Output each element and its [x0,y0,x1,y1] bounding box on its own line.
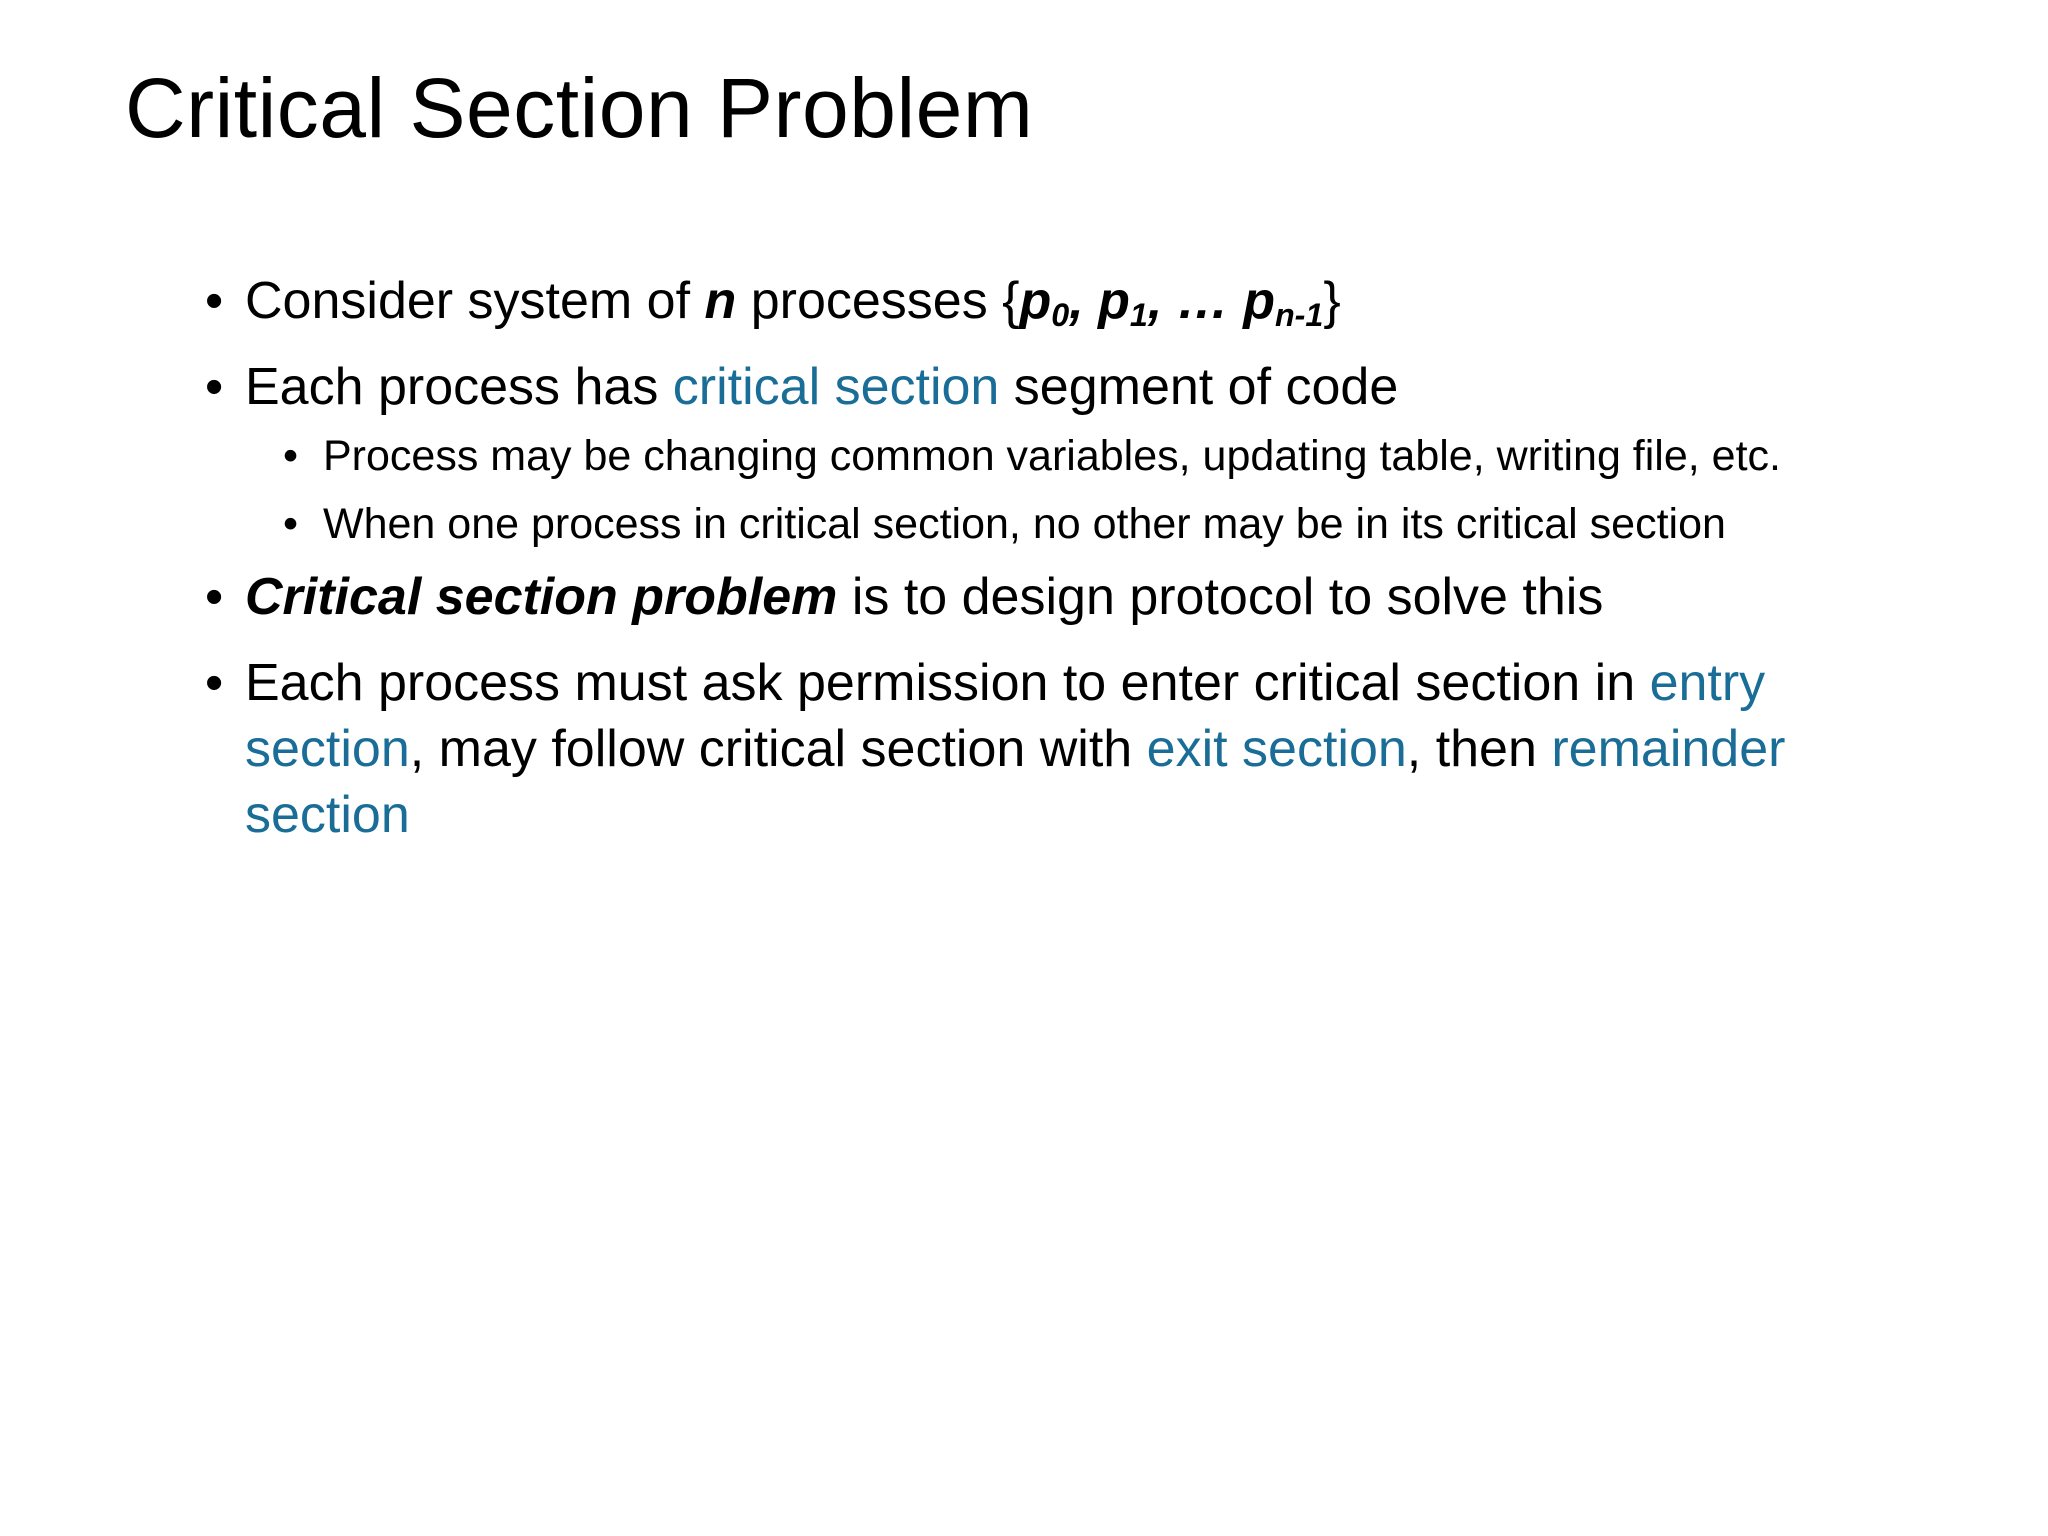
bullet-sections [205,650,1805,848]
sub-bullet-list [205,428,1805,552]
var-p1-base: p [1098,272,1130,330]
bullet-text: segment of code [999,358,1399,416]
bullet-critical-section [205,354,1805,420]
sub-bullet-item: • Process may be changing common variables, updating table, writing file, etc. [283,428,1793,484]
sub-bullet-item: • When one process in critical section, no other may be in its critical section [283,496,1793,552]
term-remainder-section: remainder section [245,720,1786,844]
bullet-text: Each process has [245,358,673,416]
var-pn-subscript: n-1 [1274,297,1324,334]
bullet-text: is to design protocol to solve this [837,568,1604,626]
separator: , [1069,272,1099,330]
var-n: n [704,272,737,330]
var-pn-base: p [1243,272,1275,330]
term-entry-section: entry section [245,654,1766,778]
term-critical-section-problem: Critical section problem [245,568,838,626]
var-p1 [1098,272,1244,334]
term-exit-section: exit section [1146,720,1407,778]
bullet-text: processes { [736,272,1020,330]
bullet-text: Consider system of [245,272,705,330]
separator: , … [1147,272,1244,330]
bullet-text: , then [1406,720,1552,778]
var-p1-subscript: 1 [1129,297,1148,334]
slide-content [205,268,1805,868]
bullet-problem-definition [205,564,1805,630]
bullet-text: , may follow critical section with [409,720,1147,778]
bullet-text: } [1323,272,1341,330]
var-p0 [1019,272,1099,334]
var-p0-base: p [1019,272,1052,330]
bullet-processes [205,268,1805,334]
var-pn [1243,272,1324,334]
bullet-text: Each process must ask permission to enter critical section in [245,654,1650,712]
term-critical-section: critical section [672,358,1000,416]
var-p0-subscript: 0 [1051,297,1070,334]
slide-title: Critical Section Problem [125,61,1034,155]
